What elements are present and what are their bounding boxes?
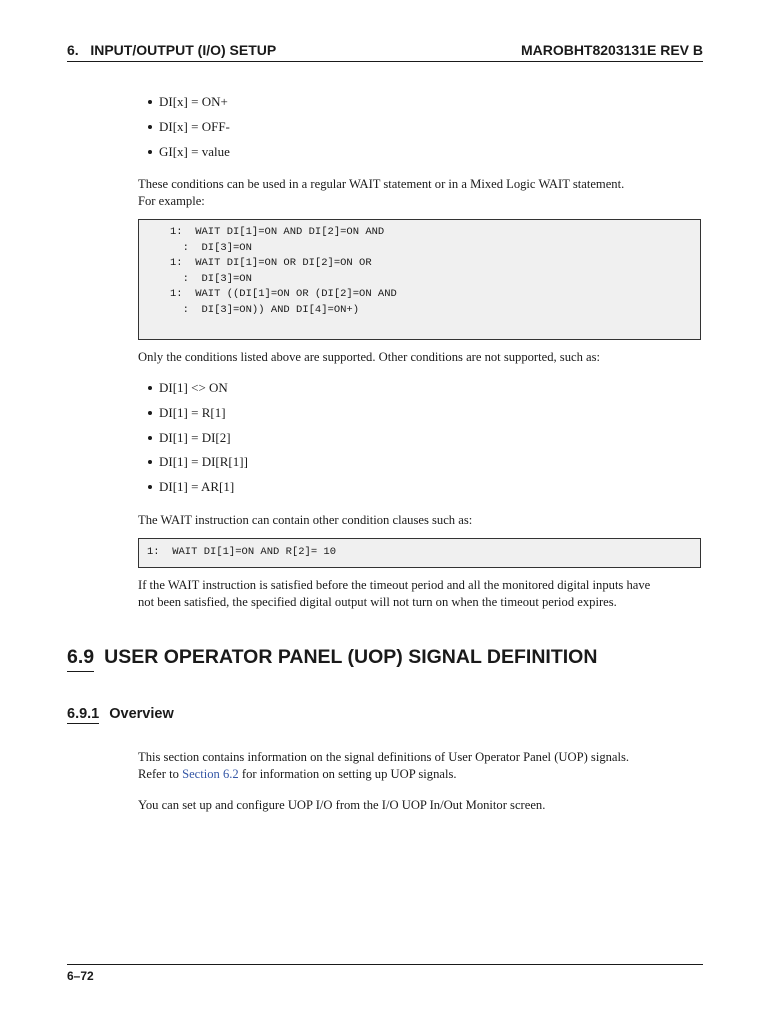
list-item: DI[x] = OFF- — [148, 118, 230, 143]
list-item: DI[1] = R[1] — [148, 404, 248, 429]
chapter-title: 6. INPUT/OUTPUT (I/O) SETUP — [67, 42, 277, 58]
list-item: GI[x] = value — [148, 143, 230, 168]
code-line: 1: WAIT ((DI[1]=ON OR (DI[2]=ON AND — [170, 288, 397, 301]
list-item: DI[1] = DI[R[1]] — [148, 453, 248, 478]
paragraph-line: These conditions can be used in a regular WAIT statement or in a Mixed Logic WAIT statement. — [138, 177, 625, 191]
paragraph-line-prefix: Refer to — [138, 767, 183, 781]
code-line: 1: WAIT DI[1]=ON AND DI[2]=ON AND — [170, 226, 385, 238]
list-item: DI[1] = DI[2] — [148, 429, 248, 454]
paragraph-line: This section contains information on the signal definitions of User Operator Panel (UOP) signals. — [138, 750, 630, 764]
code-line: : DI[3]=ON)) AND DI[4]=ON+) — [170, 303, 360, 316]
code-line: : DI[3]=ON — [170, 241, 252, 254]
code-block-example — [138, 219, 701, 340]
subsection-number: 6.9.1 — [67, 706, 100, 722]
condition-list — [148, 93, 230, 167]
code-line: 1: WAIT DI[1]=ON OR DI[2]=ON OR — [170, 257, 372, 270]
conditions-paragraph — [138, 176, 708, 210]
subsection-title: Overview — [109, 706, 174, 722]
section-title: USER OPERATOR PANEL (UOP) SIGNAL DEFINITION — [104, 646, 598, 668]
code-line: 1: WAIT DI[1]=ON AND R[2]= 10 — [147, 546, 337, 558]
footer-divider — [67, 964, 703, 965]
unsupported-condition-list — [148, 379, 248, 503]
paragraph-line-suffix: for information on setting up UOP signals. — [238, 767, 457, 781]
list-item: DI[x] = ON+ — [148, 93, 230, 118]
paragraph-line: If the WAIT instruction is satisfied before the timeout period and all the monitored digital inputs have — [138, 578, 651, 592]
section-heading — [67, 646, 597, 672]
document-id: MAROBHT8203131E REV B — [520, 42, 703, 58]
timeout-paragraph — [138, 577, 708, 611]
running-header — [67, 42, 703, 62]
unsupported-intro-paragraph: Only the conditions listed above are supported. Other conditions are not supported, such as: — [138, 350, 601, 364]
page-number: 6–72 — [67, 969, 94, 983]
paragraph-line: For example: — [138, 194, 205, 208]
code-block-clause — [138, 538, 701, 568]
section-number: 6.9 — [67, 646, 94, 672]
code-line: : DI[3]=ON — [170, 272, 252, 285]
paragraph-line: not been satisfied, the specified digital output will not turn on when the timeout period expires. — [138, 595, 617, 609]
wait-clauses-paragraph: The WAIT instruction can contain other condition clauses such as: — [138, 513, 473, 527]
uop-config-paragraph: You can set up and configure UOP I/O from the I/O UOP In/Out Monitor screen. — [138, 798, 546, 812]
list-item: DI[1] <> ON — [148, 379, 248, 404]
subsection-heading — [67, 706, 174, 728]
header-divider — [67, 61, 703, 62]
overview-paragraph — [138, 749, 708, 783]
list-item: DI[1] = AR[1] — [148, 478, 248, 503]
section-6-2-link[interactable]: Section 6.2 — [182, 767, 239, 781]
